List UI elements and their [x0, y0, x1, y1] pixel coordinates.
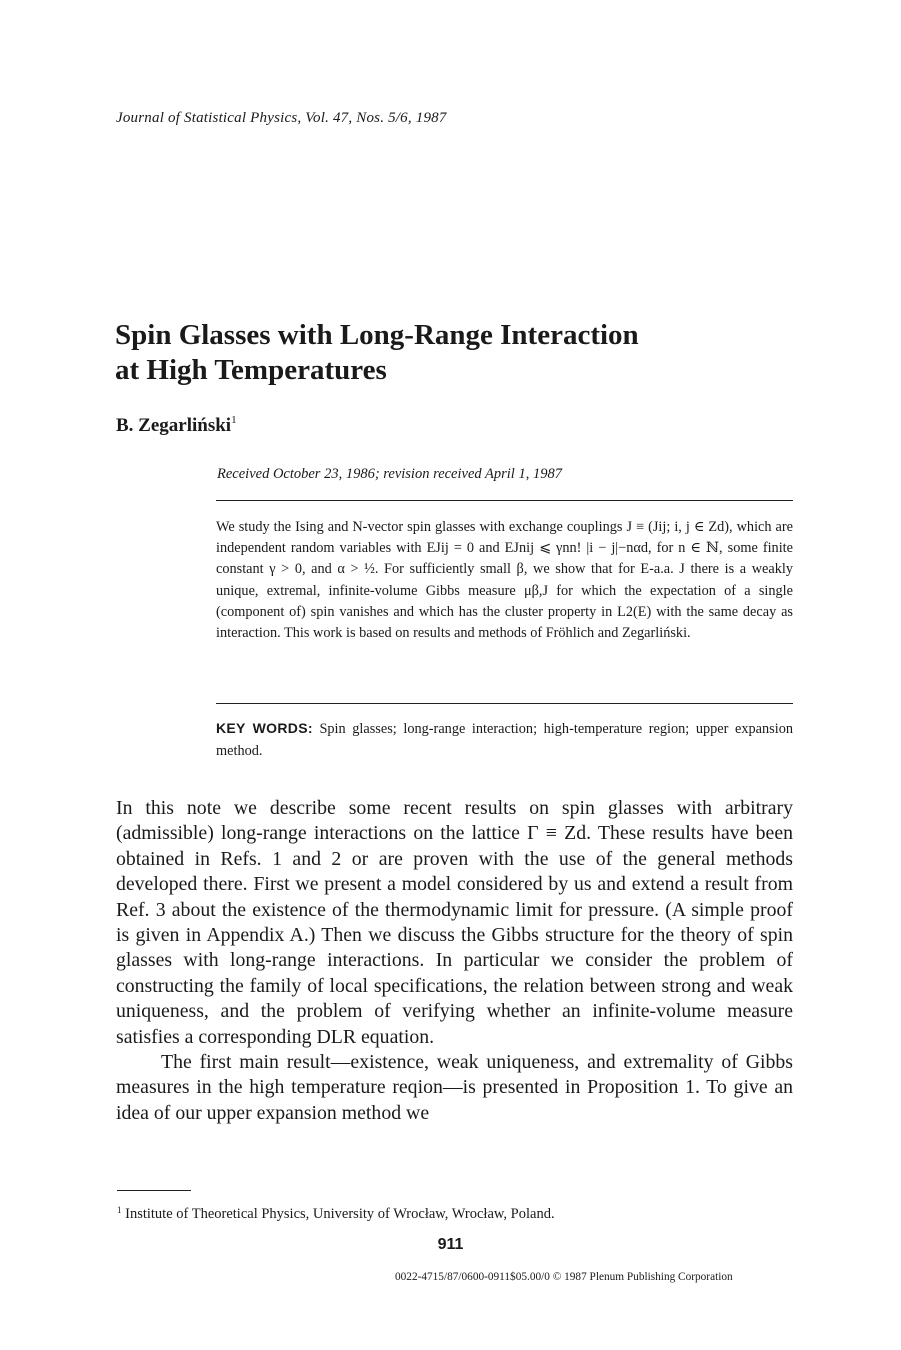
footnote-rule [117, 1190, 191, 1191]
author [116, 414, 237, 437]
abstract: We study the Ising and N-vector spin glasses with exchange couplings J ≡ (Jij; i, j ∈ Zd), which are independent random variables with EJij = 0 and EJnij ⩽ γnn! |i − j|−nαd, for n ∈ ℕ, some finite constant γ > 0, and α > ½. For sufficiently small β, we show that for E-a.a. J there is a weakly unique, extremal, infinite-volume Gibbs measure μβ,J for which the expectation of a single (component of) spin vanishes and which has the cluster property in L2(E) with the same decay as interaction. This work is based on results and methods of Fröhlich and Zegarliński. [216, 519, 793, 642]
title-line-1: Spin Glasses with Long-Range Interaction [115, 319, 639, 351]
body-text [116, 796, 793, 1126]
footnote-text: Institute of Theoretical Physics, University of Wrocław, Wrocław, Poland. [125, 1206, 555, 1222]
abstract-top-rule [216, 500, 793, 501]
article-title [115, 318, 755, 388]
keywords-label: KEY WORDS: [216, 720, 313, 736]
abstract-bottom-rule [216, 703, 793, 704]
footnote [117, 1205, 555, 1223]
page-number: 911 [437, 1236, 464, 1253]
author-note-marker: 1 [231, 414, 237, 426]
copyright-line: 0022-4715/87/0600-0911$05.00/0 © 1987 Plenum Publishing Corporation [395, 1271, 733, 1283]
author-name: B. Zegarliński [116, 415, 232, 436]
title-line-2: at High Temperatures [115, 354, 387, 386]
keywords [216, 718, 793, 762]
body-paragraph-2: The first main result—existence, weak uniqueness, and extremality of Gibbs measures in the high temperature reqion—is presented in Proposition 1. To give an idea of our upper expansion method we [116, 1051, 793, 1124]
keywords-text: Spin glasses; long-range interaction; high-temperature region; upper expansion method. [216, 721, 793, 759]
footnote-marker: 1 [117, 1205, 122, 1215]
received-date: Received October 23, 1986; revision received April 1, 1987 [217, 466, 562, 482]
journal-header: Journal of Statistical Physics, Vol. 47, Nos. 5/6, 1987 [116, 110, 447, 126]
body-paragraph-1: In this note we describe some recent results on spin glasses with arbitrary (admissible) long-range interactions on the lattice Γ ≡ Zd. These results have been obtained in Refs. 1 and 2 or are proven with the use of the general methods developed there. First we present a model considered by us and extend a result from Ref. 3 about the existence of the thermodynamic limit for pressure. (A simple proof is given in Appendix A.) Then we discuss the Gibbs structure for the theory of spin glasses with long-range interactions. In particular we consider the problem of constructing the family of local specifications, the relation between strong and weak uniqueness, and the problem of verifying whether an infinite-volume measure satisfies a corresponding DLR equation. [116, 797, 793, 1048]
